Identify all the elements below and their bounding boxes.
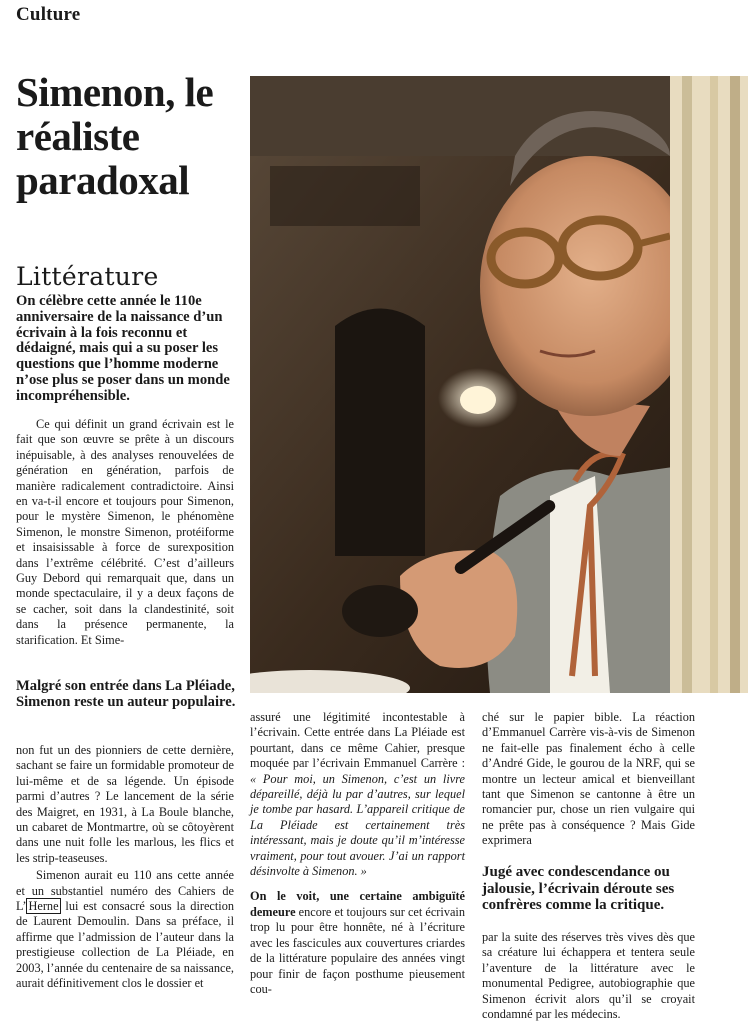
article-column-2 bbox=[250, 710, 465, 997]
section-label: Culture bbox=[16, 4, 81, 25]
boxed-word: Herne bbox=[28, 899, 59, 914]
paragraph: par la suite des réserves très vives dès que sa créature lui échappera et tentera seule l’aventure de la littérature avec le monumental Pedigree, autobiographie que Simenon écrivit alors qu’il se croyait condamné par les médecins. bbox=[482, 930, 695, 1022]
text-run: Simenon aurait eu 110 ans cette année et un substantiel numéro des Cahiers de L’ bbox=[16, 868, 234, 914]
paragraph: non fut un des pionniers de cette dernière, sachant se faire un formidable promoteur de lui-même et de sa légende. Un épisode parmi d’autres ? Le lancement de la série des Maigret, en 1931, à La Boule blanche, un cabaret de Montmartre, où se côtoyèrent dans une nuit folle les marlous, les flics et les strip-teaseuses. bbox=[16, 743, 234, 865]
article-column-3-bottom bbox=[482, 930, 695, 1022]
quote-text: « Pour moi, un Simenon, c’est un livre dépareillé, déjà lu par d’autres, sur lequel je tombe par hasard. L’appareil critique de La Pléiade est certainement très intéressant, mais je doute qu’il m’intéresse vraiment, pour tout avouer. J’ai un rapport désinvolte à Simenon. » bbox=[250, 771, 465, 879]
article-column-1-bottom bbox=[16, 743, 234, 992]
text-run: assuré une légitimité incontestable à l’écrivain. Cette entrée dans La Pléiade est pourtant, dans ce même Cahier, presque moquée par l’écrivain Emmanuel Carrère : bbox=[250, 710, 465, 771]
paragraph bbox=[250, 710, 465, 879]
paragraph bbox=[250, 889, 465, 997]
headline: Simenon, le réaliste paradoxal bbox=[16, 69, 214, 203]
paragraph: ché sur le papier bible. La réaction d’Emmanuel Carrère vis-à-vis de Simenon ne fait-elle pas finalement écho à celle d’André Gide, le gourou de la NRF, qui se montre un lecteur amical et bienveillant tant que Simenon se cantonne à être un romancier pur, chose un rien vulgaire qui ne prête pas à conséquence ? Mais Gide exprimera bbox=[482, 710, 695, 848]
pull-quote-2: Jugé avec condescendance ou jalousie, l’écrivain déroute ses confrères comme la critique. bbox=[482, 864, 675, 913]
text-run: encore et toujours sur cet écrivain trop lu pour être honnête, né à l’écriture avec les fascicules aux couvertures criardes de la littérature populaire des années vingt pour finir de façon posthume pieusement cou- bbox=[250, 904, 465, 996]
author-portrait-photo bbox=[250, 76, 748, 693]
pull-quote-1: Malgré son entrée dans La Pléiade, Simenon reste un auteur populaire. bbox=[16, 678, 236, 710]
paragraph: Ce qui définit un grand écrivain est le fait que son œuvre se prête à un discours inépuisable, à des analyses renouvelées de génération en génération, parfois de manière radicalement contradictoire. Ainsi en va-t-il encore et toujours pour Simenon, pour le mystère Simenon, le phénomène Simenon, le monstre Simenon, protéiforme et insaisissable à force de surexposition dans l’extrême célébrité. C’est d’ailleurs Guy Debord qui remarquait que, dans un monde spectaculaire, il y a deux façons de se cacher, soit dans la clandestinité, soit dans la présence permanente, la starification. Et Sime- bbox=[16, 417, 234, 647]
portrait-illustration bbox=[250, 76, 748, 693]
paragraph bbox=[16, 868, 234, 991]
article-column-3 bbox=[482, 710, 695, 849]
article-standfirst: On célèbre cette année le 110e anniversaire de la naissance d’un écrivain à la fois reconnu et dédaigné, mais qui a su poser les questions que l’homme moderne n’ose plus se poser dans un monde incompréhensible. bbox=[16, 293, 230, 404]
text-run: lui est consacré sous la direction de Laurent Demoulin. Dans sa préface, il affirme que l’admission de l’auteur dans la prestigieuse collection de La Pléiade, en 2003, l’année du centenaire de sa naissance, aurait définitivement clos le dossier et bbox=[16, 899, 234, 991]
article-column-1-top bbox=[16, 417, 234, 648]
rubric-label: Littérature bbox=[16, 262, 159, 291]
paragraph-lead: On le voit, une certaine ambiguïté demeure bbox=[250, 889, 465, 919]
